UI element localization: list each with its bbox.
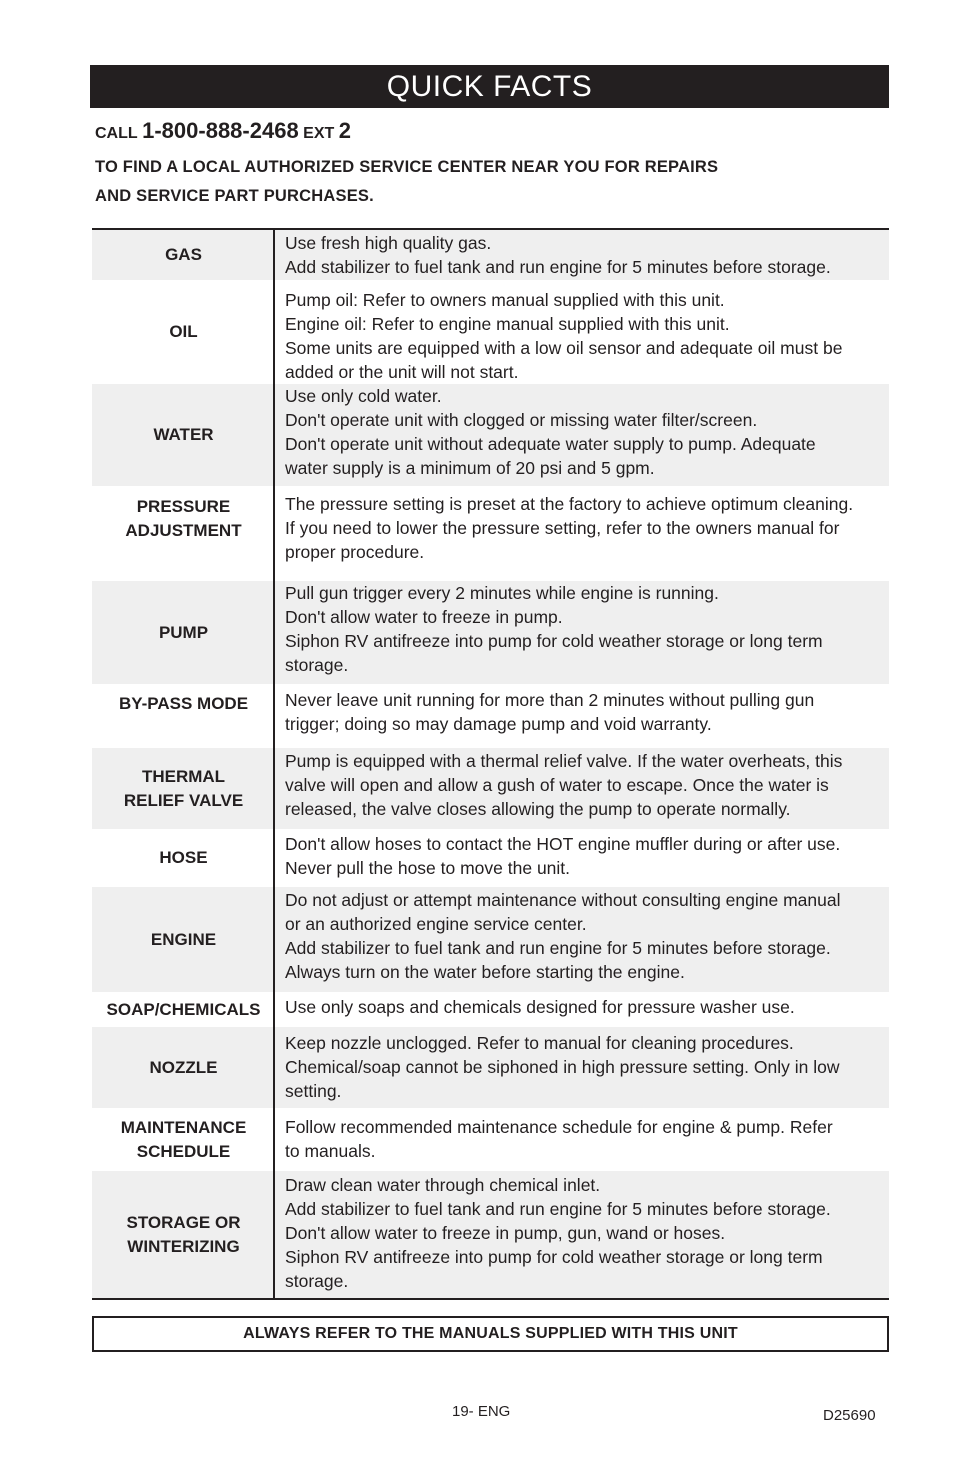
fact-line: Keep nozzle unclogged. Refer to manual for cleaning procedures. [285,1033,794,1053]
fact-line: Don't allow hoses to contact the HOT engine muffler during or after use. [285,834,841,854]
fact-line: Draw clean water through chemical inlet. [285,1175,601,1195]
fact-line: released, the valve closes allowing the pump to operate normally. [285,799,791,819]
fact-content [275,1108,889,1171]
fact-content [275,887,889,992]
column-divider [273,230,275,1298]
fact-line: water supply is a minimum of 20 psi and 5 gpm. [285,458,655,478]
fact-line: Don't allow water to freeze in pump. [285,607,563,627]
manuals-notice: ALWAYS REFER TO THE MANUALS SUPPLIED WITH THIS UNIT [243,1325,738,1342]
fact-line: Use only cold water. [285,386,442,406]
fact-line: or an authorized engine service center. [285,914,587,934]
document-number: D25690 [823,1407,876,1424]
fact-line: to manuals. [285,1141,376,1161]
fact-content [275,1171,889,1298]
fact-line: added or the unit will not start. [285,362,519,382]
phone-number: 1-800-888-2468 [142,118,299,143]
fact-label: MAINTENANCE SCHEDULE [120,1117,247,1161]
fact-row-pump [92,581,889,684]
fact-line: Some units are equipped with a low oil sensor and adequate oil must be [285,338,843,358]
fact-label: GAS [165,245,202,264]
fact-line: valve will open and allow a gush of water to escape. Once the water is [285,775,829,795]
fact-line: Follow recommended maintenance schedule for engine & pump. Refer [285,1117,833,1137]
service-phone-line [95,118,351,144]
fact-content [275,684,889,748]
fact-label: ENGINE [150,929,217,949]
fact-content [275,384,889,486]
ext-label: EXT [303,125,335,142]
fact-line: Don't allow water to freeze in pump, gun, wand or hoses. [285,1223,726,1243]
fact-line: Chemical/soap cannot be siphoned in high pressure setting. Only in low [285,1057,840,1077]
ext-number: 2 [338,118,351,143]
fact-row-hose [92,829,889,887]
fact-label: HOSE [159,848,208,867]
fact-line: storage. [285,1271,349,1291]
fact-line: Never leave unit running for more than 2 minutes without pulling gun [285,690,815,710]
fact-line: Pump oil: Refer to owners manual supplied with this unit. [285,290,725,310]
fact-label: STORAGE OR WINTERIZING [126,1212,241,1256]
fact-line: Pull gun trigger every 2 minutes while engine is running. [285,583,719,603]
fact-line: Engine oil: Refer to engine manual supplied with this unit. [285,314,730,334]
fact-row-thermal-relief-valve [92,748,889,829]
call-prefix: CALL [95,125,138,142]
fact-line: Add stabilizer to fuel tank and run engine for 5 minutes before storage. [285,938,831,958]
fact-line: Don't operate unit without adequate water supply to pump. Adequate [285,434,816,454]
fact-line: Add stabilizer to fuel tank and run engine for 5 minutes before storage. [285,1199,831,1219]
fact-line: Don't operate unit with clogged or missing water filter/screen. [285,410,758,430]
fact-label: WATER [153,425,214,444]
fact-line: Do not adjust or attempt maintenance without consulting engine manual [285,890,841,910]
manuals-notice-box [92,1316,889,1352]
fact-line: proper procedure. [285,542,425,562]
fact-row-maintenance-schedule [92,1108,889,1171]
fact-label: OIL [169,322,198,341]
fact-line: Use fresh high quality gas. [285,233,492,253]
fact-row-bypass-mode [92,684,889,748]
fact-line: Use only soaps and chemicals designed for pressure washer use. [285,997,795,1017]
page-title: QUICK FACTS [386,69,593,103]
fact-content [275,992,889,1027]
fact-line: Always turn on the water before starting the engine. [285,962,685,982]
fact-label: SOAP/CHEMICALS [106,999,261,1019]
service-instruction-line-2: AND SERVICE PART PURCHASES. [95,187,374,205]
page-number: 19- ENG [452,1403,511,1420]
fact-content [275,1027,889,1108]
fact-line: storage. [285,655,349,675]
fact-label: THERMAL RELIEF VALVE [123,766,244,810]
quick-facts-banner [90,65,889,108]
service-instruction-line-1: TO FIND A LOCAL AUTHORIZED SERVICE CENTER NEAR YOU FOR REPAIRS [95,158,719,176]
fact-label: BY-PASS MODE [118,694,249,713]
fact-content [275,280,889,384]
fact-content [275,748,889,829]
fact-line: If you need to lower the pressure setting, refer to the owners manual for [285,518,840,538]
fact-line: setting. [285,1081,342,1101]
fact-row-water [92,384,889,486]
fact-row-gas [92,230,889,280]
fact-row-nozzle [92,1027,889,1108]
fact-label: PRESSURE ADJUSTMENT [125,497,242,540]
fact-content [275,829,889,887]
fact-row-pressure-adjustment [92,486,889,581]
fact-row-soap-chemicals [92,992,889,1027]
fact-label: PUMP [158,622,209,642]
fact-line: The pressure setting is preset at the factory to achieve optimum cleaning. [285,494,854,514]
fact-line: Add stabilizer to fuel tank and run engine for 5 minutes before storage. [285,257,831,277]
fact-line: trigger; doing so may damage pump and void warranty. [285,714,712,734]
quick-facts-table [92,228,889,1300]
fact-row-storage-winterizing [92,1171,889,1298]
fact-row-engine [92,887,889,992]
fact-content [275,230,889,280]
fact-line: Pump is equipped with a thermal relief valve. If the water overheats, this [285,751,843,771]
fact-line: Siphon RV antifreeze into pump for cold weather storage or long term [285,631,823,651]
fact-line: Siphon RV antifreeze into pump for cold weather storage or long term [285,1247,823,1267]
fact-label: NOZZLE [149,1057,218,1077]
fact-line: Never pull the hose to move the unit. [285,858,571,878]
fact-content [275,486,889,581]
fact-row-oil [92,280,889,384]
fact-content [275,581,889,684]
